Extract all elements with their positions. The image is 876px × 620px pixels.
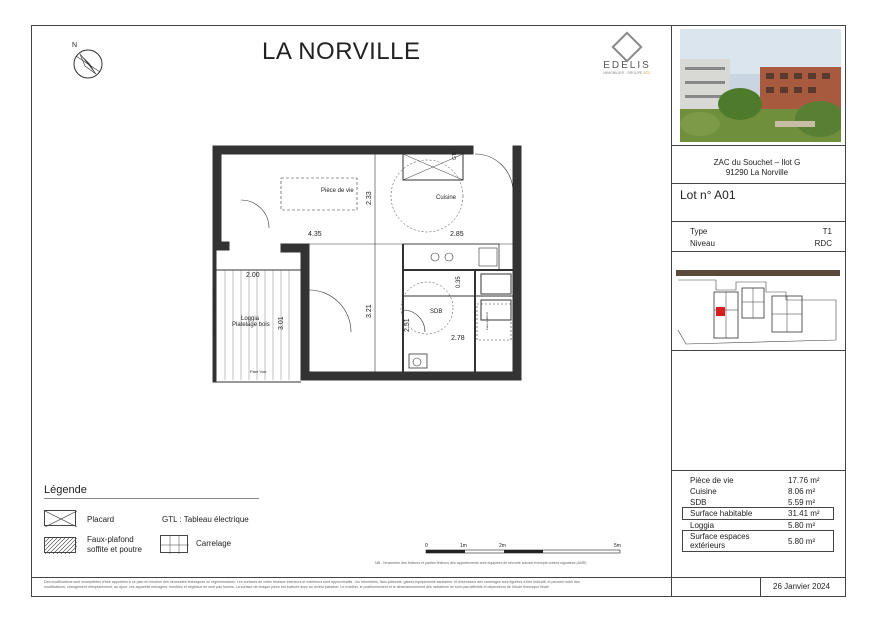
legend-soffite: soffite et poutre: [87, 545, 142, 554]
surface-value-bath: 5.59 m²: [788, 498, 816, 507]
surface-value-kitchen: 8.06 m²: [788, 487, 816, 496]
legend-faux-plafond: Faux-plafond: [87, 535, 134, 544]
site-plan-thumbnail: [676, 270, 840, 348]
faux-plafond-label: Faux-plafond: [485, 312, 489, 330]
logo-mark-icon: [611, 31, 642, 62]
compass-icon: [70, 44, 106, 80]
surface-label-exterior: Surface espaces extérieurs: [690, 532, 750, 550]
surface-value-habitable: 31.41 m²: [788, 509, 820, 518]
divider-type: [672, 251, 846, 252]
surface-value-loggia: 5.80 m²: [788, 521, 816, 530]
dim-hall-depth: 3.21: [366, 304, 373, 318]
divider-lot: [672, 221, 846, 222]
level-label: Niveau: [690, 239, 715, 248]
dim-living-width: 4.35: [308, 231, 322, 238]
scale-0: 0: [425, 543, 428, 549]
divider-siteplan: [672, 350, 846, 351]
scale-5m: 5m: [614, 543, 621, 549]
dim-kitchen-width: 2.85: [450, 231, 464, 238]
gtl-label: GTL: [452, 150, 458, 160]
note-nb: NB : l'ensemble des finitions et parties finitions des appartements sont équipées de sécurité suivant exemple cotées signalées (ANR): [375, 561, 587, 565]
garde-corps-label: Garde-corps vitré/opaque h 1.00 cm: [212, 287, 216, 336]
date-top-line: [672, 577, 846, 578]
plan-date: 26 Janvier 2024: [773, 582, 830, 591]
dim-bath-width: 2.78: [451, 335, 465, 342]
surface-label-kitchen: Cuisine: [690, 487, 717, 496]
disclaimer-line-1: Des modifications sont susceptibles d'être apportées à ce plan en fonction des nécessités techniques ou réglementaires. Les surfaces de côtés réseaux intérieurs et extérieurs sont approximatifs : les retombées, faux-plafonds, gaines équipements sanitaires, et dimensions des carrelages sont figurées à titre indicatif, et peuvent subir des: [44, 580, 580, 584]
divider-surfaces: [672, 470, 846, 471]
scale-2m: 2m: [499, 543, 506, 549]
surface-label-habitable: Surface habitable: [690, 509, 753, 518]
dim-bath-depth: 2.51: [404, 318, 411, 332]
surface-label-loggia: Loggia: [690, 521, 715, 530]
page-title: LA NORVILLE: [262, 38, 421, 65]
type-label: Type: [690, 227, 708, 236]
lot-number: Lot n° A01: [680, 188, 736, 202]
legend-title: Légende: [44, 484, 87, 496]
legend-gtl: GTL : Tableau électrique: [162, 515, 249, 524]
type-value: T1: [822, 227, 832, 236]
disclaimer-line-2: modifications, changement d'emplacement, au ajout. Les appareils ménagers, meubles et végétaux ne sont pas fournis. La surface de chaque pièce est évaluée avec au revêtu plancher. Le mobilier, le positionnement et le dimensionnement des radiateurs ne sont pas définitifs et dépendront de l'étude thermique finale: [44, 585, 549, 589]
faux-plafond-swatch: [44, 537, 76, 553]
divider-right-panel: [671, 25, 672, 597]
room-label-loggia: Loggia: [241, 316, 260, 322]
room-label-kitchen: Cuisine: [436, 195, 457, 201]
surface-label-living: Pièce de vie: [690, 476, 734, 485]
logo-badge: SCC: [643, 71, 651, 75]
dim-gaine: 0.35: [456, 276, 462, 288]
legend-carrelage: Carrelage: [196, 539, 232, 548]
address-line-2: 91290 La Norville: [725, 168, 789, 177]
project-address: [672, 158, 842, 178]
address-line-1: ZAC du Souchet – Ilot G: [713, 158, 801, 167]
carrelage-swatch: [160, 535, 188, 553]
scale-1m: 1m: [460, 543, 467, 549]
divider-bottom-notes: [31, 577, 671, 578]
pare-vue-label: Pare Vue: [250, 369, 267, 374]
date-divider: [760, 577, 761, 597]
room-label-living: Pièce de vie: [321, 188, 354, 194]
level-value: RDC: [814, 239, 832, 248]
surface-label-bath: SDB: [690, 498, 707, 507]
legend-placard: Placard: [87, 515, 115, 524]
placard-swatch: [44, 510, 76, 526]
logo-subtitle: IMMOBILIER · GROUPE: [603, 71, 643, 75]
dim-living-depth: 2.33: [366, 191, 373, 205]
room-label-bath: SDB: [430, 309, 443, 315]
legend-underline: [44, 498, 259, 499]
surface-value-exterior: 5.80 m²: [788, 537, 816, 546]
building-photo: [680, 29, 841, 142]
scale-bar: [424, 548, 624, 556]
compass-north-label: N: [72, 42, 78, 49]
divider-photo: [672, 145, 846, 146]
floor-plan: [205, 140, 525, 390]
dim-loggia-width: 2.00: [246, 272, 260, 279]
room-label-loggia-floor: Platelage bois: [232, 322, 270, 328]
logo-wordmark: EDELIS: [603, 60, 651, 71]
surface-value-living: 17.76 m²: [788, 476, 820, 485]
edelis-logo: [598, 36, 656, 75]
dim-loggia-depth: 3.01: [278, 316, 285, 330]
divider-address: [672, 183, 846, 184]
